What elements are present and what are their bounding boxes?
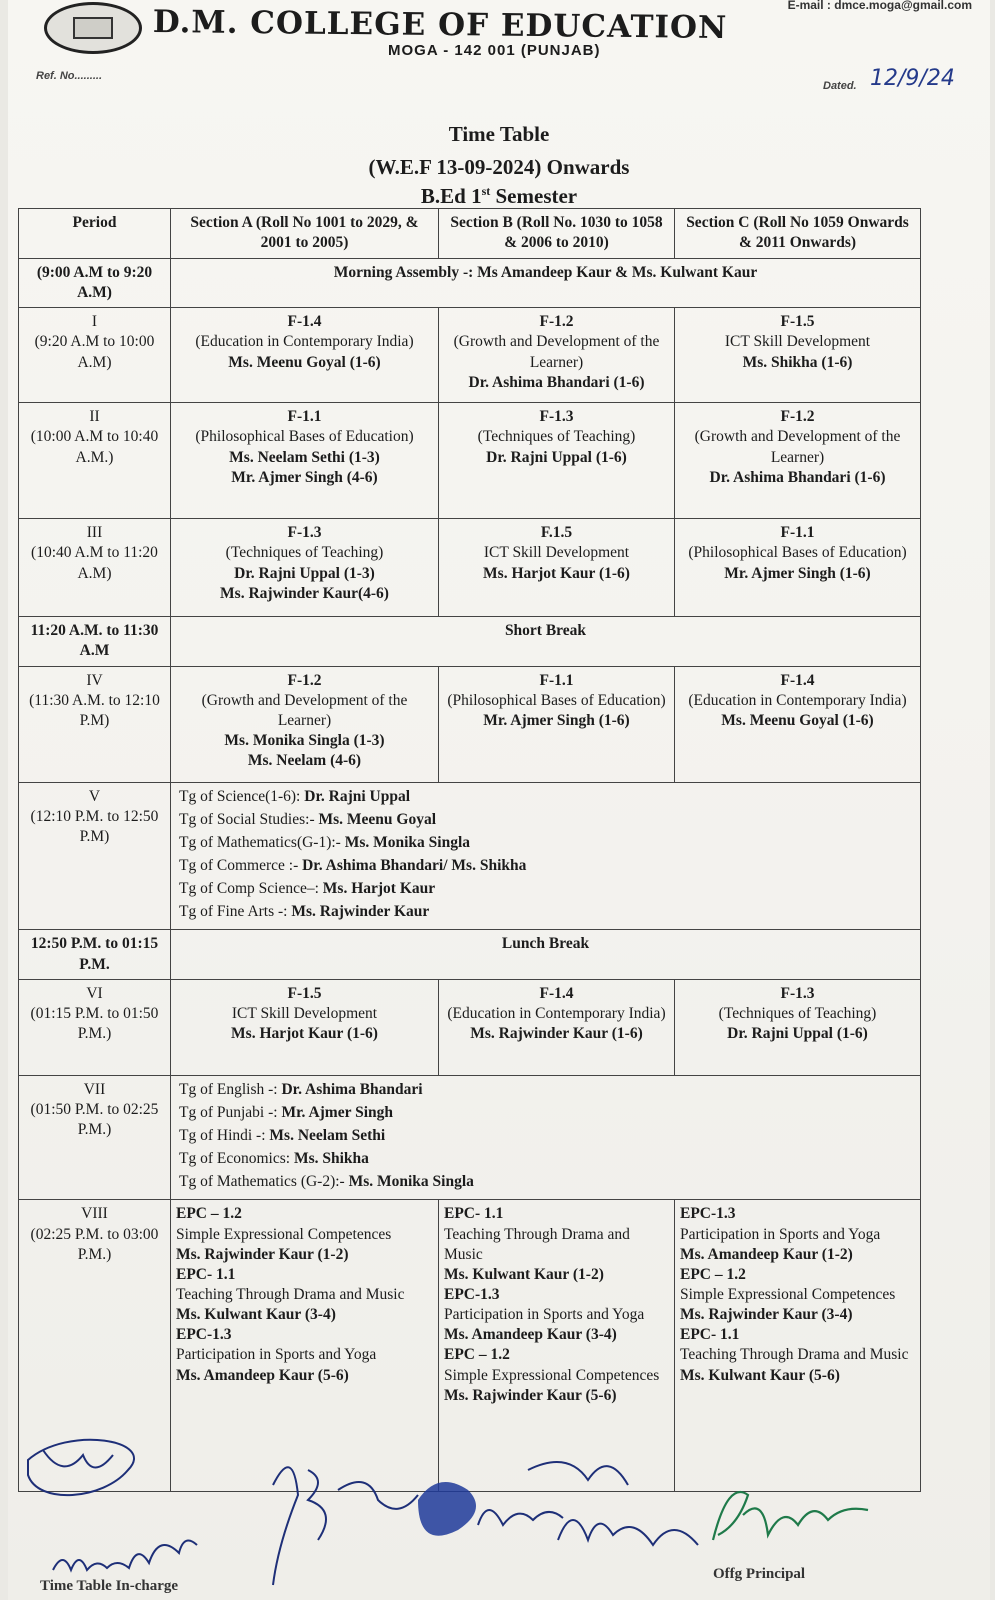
course-subject: ICT Skill Development: [231, 1004, 378, 1022]
course-subject: (Philosophical Bases of Education): [195, 428, 414, 446]
course-subject: Participation in Sports and Yoga: [176, 1346, 377, 1364]
period-time: (02:25 P.M. to 03:00 P.M.): [30, 1225, 159, 1263]
period-row: [19, 666, 921, 782]
course-teacher: Ms. Kulwant Kaur (3-4): [176, 1306, 336, 1324]
class-cell: [439, 308, 675, 403]
college-name: D.M. COLLEGE OF EDUCATION: [152, 4, 728, 47]
period-number: V: [88, 787, 101, 805]
signature-meenu: [53, 1541, 197, 1571]
class-cell: [171, 666, 439, 782]
course-subject: (Education in Contemporary India): [447, 1004, 666, 1022]
course-teacher: Ms. Rajwinder Kaur(4-6): [220, 584, 389, 602]
period-row: [19, 1075, 921, 1200]
course-teacher: Ms. Amandeep Kaur (5-6): [176, 1366, 349, 1384]
subject-label: Tg of Economics:: [179, 1150, 291, 1168]
list-item: [179, 833, 915, 853]
subject-label: Tg of Mathematics (G-2):-: [179, 1173, 345, 1191]
short-break-text: Short Break: [171, 617, 921, 666]
signature-center-1: [273, 1467, 326, 1585]
course-subject: Simple Expressional Competences: [176, 1225, 392, 1243]
course-code: F-1.1: [287, 408, 322, 426]
course-teacher: Ms. Rajwinder Kaur (1-6): [470, 1024, 643, 1042]
short-break-row: [19, 617, 921, 666]
subject-label: Tg of Commerce :-: [179, 856, 299, 874]
period-time: (10:40 A.M to 11:20 A.M): [31, 544, 158, 582]
subject-label: Tg of Science(1-6):: [179, 787, 301, 805]
course-teacher: Ms. Kulwant Kaur (5-6): [680, 1366, 840, 1384]
course-subject: Teaching Through Drama and Music: [444, 1225, 630, 1263]
teacher-name: Ms. Meenu Goyal: [314, 810, 437, 828]
course-code: F-1.5: [287, 984, 322, 1002]
page-title: Time Table: [448, 122, 550, 146]
signature-ashima: [713, 1492, 868, 1540]
dated-label: Dated.: [823, 80, 857, 92]
course-teacher: Ms. Monika Singla (1-3): [224, 731, 385, 749]
course-teacher: Dr. Rajni Uppal (1-3): [234, 564, 375, 582]
principal-label: Offg Principal: [713, 1566, 806, 1582]
list-item: [179, 1149, 915, 1169]
college-address: MOGA - 142 001 (PUNJAB): [388, 42, 601, 59]
course-code: EPC – 1.2: [444, 1346, 510, 1364]
period-time: (9:20 A.M to 10:00 A.M): [34, 333, 155, 371]
period-row: [19, 308, 921, 403]
effective-date-title: (W.E.F 13-09-2024) Onwards: [368, 155, 630, 179]
short-break-time: 11:20 A.M. to 11:30 A.M: [19, 617, 171, 666]
course-teacher: Dr. Rajni Uppal (1-6): [727, 1024, 868, 1042]
period-time: (12:10 P.M. to 12:50 P.M): [30, 807, 159, 845]
course-teacher: Dr. Rajni Uppal (1-6): [486, 448, 627, 466]
timetable: [18, 208, 921, 1492]
document-page: [8, 0, 990, 1600]
class-cell: [675, 403, 921, 519]
course-code: EPC – 1.2: [680, 1265, 746, 1283]
semester-title-prefix: B.Ed 1: [420, 184, 482, 208]
list-item: [179, 856, 915, 876]
header-period: Period: [19, 209, 171, 259]
subject-label: Tg of Mathematics(G-1):-: [179, 833, 341, 851]
period-time: (10:00 A.M to 10:40 A.M.): [30, 428, 159, 466]
course-subject: Teaching Through Drama and Music: [680, 1346, 909, 1364]
course-teacher: Ms. Rajwinder Kaur (3-4): [680, 1306, 853, 1324]
teacher-name: Ms. Rajwinder Kaur: [287, 903, 430, 921]
subject-label: Tg of Fine Arts -:: [179, 903, 288, 921]
class-cell: [171, 403, 439, 519]
period-row: [19, 519, 921, 617]
course-teacher: Ms. Meenu Goyal (1-6): [228, 353, 381, 371]
college-logo-icon: [44, 2, 142, 54]
course-subject: Participation in Sports and Yoga: [680, 1225, 881, 1243]
course-code: F-1.1: [539, 671, 574, 689]
period-number: VI: [86, 984, 103, 1002]
header-section-a: Section A (Roll No 1001 to 2029, & 2001 to 2005): [171, 209, 439, 259]
course-code: EPC-1.3: [680, 1205, 736, 1223]
semester-title-sup: st: [481, 184, 491, 198]
semester-title: [8, 184, 990, 209]
subject-label: Tg of Punjabi -:: [179, 1103, 278, 1121]
assembly-time: (9:00 A.M to 9:20 A.M): [19, 259, 171, 308]
class-cell: [675, 666, 921, 782]
course-code: F-1.2: [287, 671, 322, 689]
course-subject: ICT Skill Development: [483, 544, 630, 562]
course-subject: (Techniques of Teaching): [477, 428, 636, 446]
subject-label: Tg of Social Studies:-: [179, 810, 315, 828]
period-cell: [19, 403, 171, 519]
signature-right-mid: [558, 1520, 698, 1545]
teacher-name: Ms. Harjot Kaur: [318, 880, 436, 898]
course-code: F-1.3: [780, 984, 815, 1002]
course-subject: Simple Expressional Competences: [444, 1366, 660, 1384]
course-teacher: Ms. Amandeep Kaur (1-2): [680, 1245, 853, 1263]
signature-ink-blot: [418, 1482, 476, 1536]
course-teacher: Ms. Rajwinder Kaur (1-2): [176, 1245, 349, 1263]
subject-label: Tg of Comp Science–:: [179, 880, 319, 898]
list-item: [179, 1172, 915, 1192]
course-teacher: Mr. Ajmer Singh (1-6): [724, 564, 871, 582]
subject-label: Tg of English -:: [179, 1080, 278, 1098]
teaching-subjects-list: [171, 1075, 921, 1200]
course-code: EPC- 1.1: [680, 1326, 740, 1344]
period-cell: [19, 979, 171, 1075]
lunch-break-time: 12:50 P.M. to 01:15 P.M.: [19, 930, 171, 979]
subject-label: Tg of Hindi -:: [179, 1126, 266, 1144]
course-teacher: Ms. Neelam (4-6): [247, 752, 362, 770]
teacher-name: Dr. Ashima Bhandari: [277, 1080, 423, 1098]
list-item: [179, 1103, 915, 1123]
teaching-subjects-list: [171, 782, 921, 930]
teacher-name: Ms. Monika Singla: [340, 833, 471, 851]
course-code: F.1.5: [540, 524, 573, 542]
course-code: F-1.2: [780, 408, 815, 426]
assembly-row: [19, 259, 921, 308]
signatures-area: [8, 1430, 990, 1600]
period-time: (11:30 A.M. to 12:10 P.M): [29, 691, 160, 729]
course-code: EPC-1.3: [176, 1326, 232, 1344]
course-subject: Simple Expressional Competences: [680, 1285, 896, 1303]
course-subject: (Education in Contemporary India): [195, 333, 414, 351]
period-row: [19, 782, 921, 930]
course-teacher: Mr. Ajmer Singh (1-6): [483, 711, 630, 729]
course-code: F-1.4: [539, 984, 574, 1002]
course-subject: (Techniques of Teaching): [225, 544, 384, 562]
course-code: F-1.3: [287, 524, 322, 542]
course-subject: (Growth and Development of the Learner): [694, 428, 901, 466]
list-item: [179, 879, 915, 899]
list-item: [179, 787, 915, 807]
lunch-break-text: Lunch Break: [171, 930, 921, 979]
period-cell: [19, 1075, 171, 1200]
dated-value: 12/9/24: [870, 66, 955, 91]
period-cell: [19, 519, 171, 617]
class-cell: [675, 519, 921, 617]
timetable-incharge-label: Time Table In-charge: [40, 1578, 179, 1594]
course-code: F-1.3: [539, 408, 574, 426]
class-cell: [439, 403, 675, 519]
period-time: (01:50 P.M. to 02:25 P.M.): [30, 1100, 159, 1138]
teacher-name: Ms. Neelam Sethi: [265, 1126, 386, 1144]
period-cell: [19, 782, 171, 930]
course-code: F-1.2: [539, 313, 574, 331]
period-cell: [19, 666, 171, 782]
course-code: EPC-1.3: [444, 1285, 500, 1303]
course-teacher: Dr. Ashima Bhandari (1-6): [709, 468, 886, 486]
signature-kaur: [478, 1462, 628, 1525]
period-time: (01:15 P.M. to 01:50 P.M.): [30, 1004, 159, 1042]
course-teacher: Ms. Neelam Sethi (1-3): [229, 448, 380, 466]
course-subject: (Growth and Development of the Learner): [201, 691, 408, 729]
class-cell: [171, 979, 439, 1075]
header-section-b: Section B (Roll No. 1030 to 1058 & 2006 to 2010): [439, 209, 675, 259]
period-number: VII: [83, 1080, 106, 1098]
course-subject: (Education in Contemporary India): [688, 691, 907, 709]
list-item: [179, 902, 915, 922]
course-teacher: Ms. Harjot Kaur (1-6): [483, 564, 630, 582]
header-row: [19, 209, 921, 259]
teacher-name: Mr. Ajmer Singh: [277, 1103, 393, 1121]
period-number: II: [89, 408, 100, 426]
ref-number-label: Ref. No.........: [36, 70, 103, 82]
list-item: [179, 1080, 915, 1100]
course-code: F-1.4: [780, 671, 815, 689]
class-cell: [171, 308, 439, 403]
semester-title-suffix: Semester: [490, 184, 578, 208]
header-section-c: Section C (Roll No 1059 Onwards & 2011 Onwards): [675, 209, 921, 259]
period-cell: [19, 308, 171, 403]
course-teacher: Ms. Shikha (1-6): [742, 353, 853, 371]
signature-center-2: [338, 1482, 418, 1509]
course-code: EPC – 1.2: [176, 1205, 242, 1223]
class-cell: [675, 979, 921, 1075]
course-code: F-1.5: [780, 313, 815, 331]
assembly-text: Morning Assembly -: Ms Amandeep Kaur & Ms. Kulwant Kaur: [171, 259, 921, 308]
teacher-name: Dr. Ashima Bhandari/ Ms. Shikha: [298, 856, 527, 874]
teacher-name: Ms. Shikha: [290, 1150, 369, 1168]
course-subject: Teaching Through Drama and Music: [176, 1285, 405, 1303]
signature-loop-left: [28, 1440, 134, 1495]
course-subject: (Philosophical Bases of Education): [688, 544, 907, 562]
list-item: [179, 1126, 915, 1146]
period-number: IV: [86, 671, 103, 689]
college-email: E-mail : dmce.moga@gmail.com: [787, 0, 972, 12]
class-cell: [439, 666, 675, 782]
lunch-break-row: [19, 930, 921, 979]
list-item: [179, 810, 915, 830]
course-subject: (Growth and Development of the Learner): [453, 333, 660, 371]
period-number: VIII: [81, 1205, 108, 1223]
period-number: III: [86, 524, 103, 542]
period-row: [19, 979, 921, 1075]
course-teacher: Mr. Ajmer Singh (4-6): [231, 468, 378, 486]
class-cell: [675, 308, 921, 403]
course-subject: (Techniques of Teaching): [718, 1004, 877, 1022]
course-teacher: Ms. Kulwant Kaur (1-2): [444, 1265, 604, 1283]
course-code: F-1.1: [780, 524, 815, 542]
course-teacher: Ms. Harjot Kaur (1-6): [231, 1024, 378, 1042]
teacher-name: Dr. Rajni Uppal: [300, 787, 411, 805]
course-code: EPC- 1.1: [176, 1265, 236, 1283]
course-teacher: Ms. Meenu Goyal (1-6): [721, 711, 874, 729]
course-teacher: Ms. Rajwinder Kaur (5-6): [444, 1386, 617, 1404]
course-subject: Participation in Sports and Yoga: [444, 1306, 645, 1324]
period-number: I: [91, 313, 98, 331]
class-cell: [439, 519, 675, 617]
class-cell: [439, 979, 675, 1075]
teacher-name: Ms. Monika Singla: [344, 1173, 474, 1191]
course-teacher: Ms. Amandeep Kaur (3-4): [444, 1326, 617, 1344]
course-code: F-1.4: [287, 313, 322, 331]
course-subject: (Philosophical Bases of Education): [447, 691, 666, 709]
course-teacher: Dr. Ashima Bhandari (1-6): [468, 373, 645, 391]
signature-scribble-left: [43, 1450, 113, 1468]
course-code: EPC- 1.1: [444, 1205, 504, 1223]
class-cell: [171, 519, 439, 617]
period-row: [19, 403, 921, 519]
course-subject: ICT Skill Development: [724, 333, 871, 351]
